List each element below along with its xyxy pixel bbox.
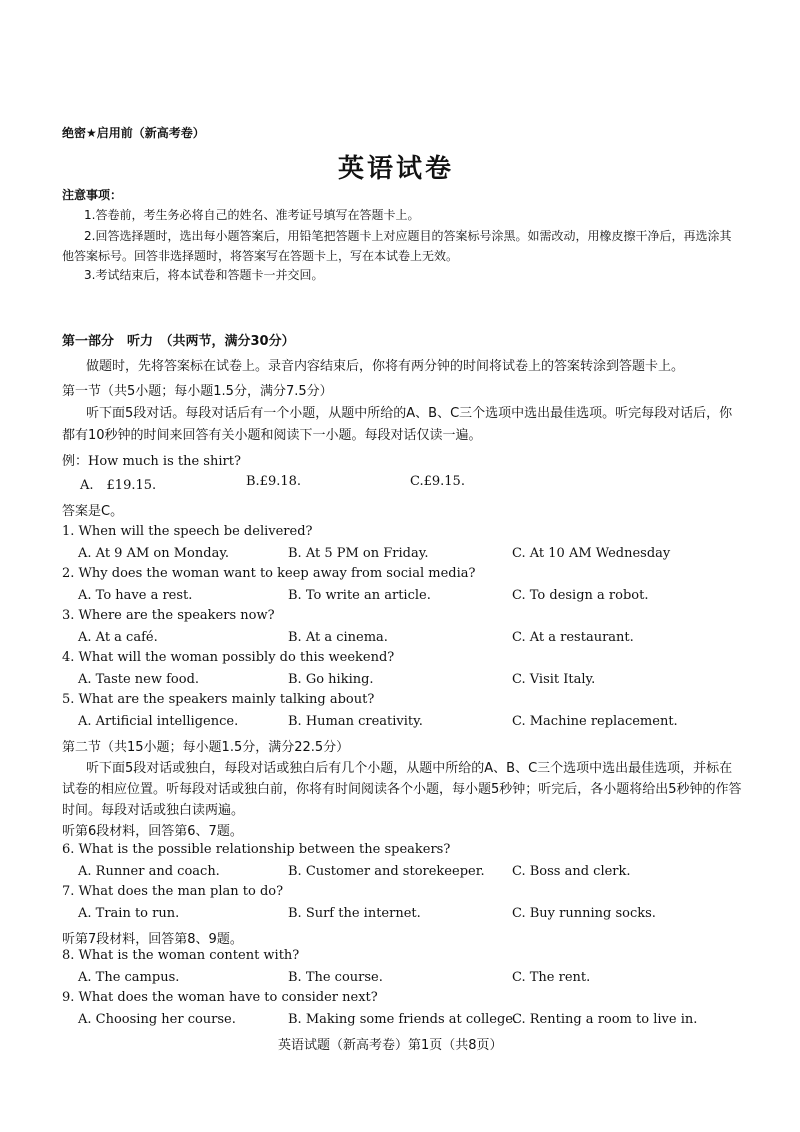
example-option-b: B.£9.18. — [246, 474, 302, 489]
section-two-instruction: 听下面5段对话或独白，每段对话或独白后有几个小题，从题中所给的A、B、C三个选项中选出最佳选项，并标在试卷的相应位置。听每段对话或独白前，你将有时间阅读各个小题，每小题5秒钟；听完后，各小题将给出5秒钟的作答时间。每段对话或独白读两遍。 — [62, 761, 742, 818]
notice-item: 3.考试结束后，将本试卷和答题卡一并交回。 — [84, 268, 324, 282]
option-c: C. Renting a room to live in. — [512, 1012, 698, 1027]
section-two-heading: 第二节（共15小题；每小题1.5分，满分22.5分） — [62, 740, 350, 755]
question-stem: 2. Why does the woman want to keep away from social media? — [62, 566, 476, 581]
option-a: A. Taste new food. — [78, 672, 200, 687]
passage-note: 听第7段材料，回答第8、9题。 — [62, 932, 243, 947]
option-b: B. At 5 PM on Friday. — [288, 546, 429, 561]
question-stem: 7. What does the man plan to do? — [62, 884, 284, 899]
option-c: C. Visit Italy. — [512, 672, 596, 687]
example-answer: 答案是C。 — [62, 504, 124, 519]
confidential-label: 绝密★启用前（新高考卷） — [62, 126, 205, 140]
option-b: B. The course. — [288, 970, 383, 985]
option-a: A. The campus. — [78, 970, 180, 985]
option-c: C. Boss and clerk. — [512, 864, 631, 879]
question-stem: 1. When will the speech be delivered? — [62, 524, 313, 539]
question-stem: 9. What does the woman have to consider next? — [62, 990, 378, 1005]
page-footer: 英语试题（新高考卷）第1页（共8页） — [278, 1038, 503, 1053]
option-c: C. To design a robot. — [512, 588, 649, 603]
question-stem: 6. What is the possible relationship between the speakers? — [62, 842, 451, 857]
option-a: A. Choosing her course. — [78, 1012, 236, 1027]
option-b: B. Surf the internet. — [288, 906, 421, 921]
option-b: B. Human creativity. — [288, 714, 423, 729]
part-one-instruction: 做题时，先将答案标在试卷上。录音内容结束后，你将有两分钟的时间将试卷上的答案转涂到答题卡上。 — [86, 359, 685, 374]
option-a: A. At 9 AM on Monday. — [78, 546, 230, 561]
example-question: 例：How much is the shirt? — [62, 454, 241, 469]
option-a: A. Runner and coach. — [78, 864, 220, 879]
option-c: C. At 10 AM Wednesday — [512, 546, 671, 561]
option-c: C. Buy running socks. — [512, 906, 656, 921]
option-b: B. To write an article. — [288, 588, 431, 603]
option-b: B. Making some friends at college. — [288, 1012, 518, 1027]
option-b: B. Go hiking. — [288, 672, 374, 687]
question-stem: 8. What is the woman content with? — [62, 948, 300, 963]
question-stem: 4. What will the woman possibly do this weekend? — [62, 650, 395, 665]
notice-item: 1.答卷前，考生务必将自己的姓名、准考证号填写在答题卡上。 — [84, 208, 420, 222]
question-stem: 5. What are the speakers mainly talking about? — [62, 692, 375, 707]
option-c: C. The rent. — [512, 970, 591, 985]
option-c: C. At a restaurant. — [512, 630, 634, 645]
section-one-instruction: 听下面5段对话。每段对话后有一个小题，从题中所给的A、B、C三个选项中选出最佳选项。听完每段对话后，你都有10秒钟的时间来回答有关小题和阅读下一小题。每段对话仅读一遍。 — [62, 406, 733, 443]
section-one-heading: 第一节（共5小题；每小题1.5分，满分7.5分） — [62, 384, 333, 399]
part-one-heading: 第一部分 听力 （共两节，满分30分） — [62, 334, 295, 349]
option-a: A. To have a rest. — [78, 588, 193, 603]
notice-heading: 注意事项： — [62, 188, 123, 202]
option-a: A. Train to run. — [78, 906, 180, 921]
page-title: 英语试卷 — [338, 154, 455, 184]
option-b: B. Customer and storekeeper. — [288, 864, 485, 879]
passage-note: 听第6段材料，回答第6、7题。 — [62, 824, 243, 839]
notice-item: 2.回答选择题时，选出每小题答案后，用铅笔把答题卡上对应题目的答案标号涂黑。如需改动，用橡皮擦干净后，再选涂其他答案标号。回答非选择题时，将答案写在答题卡上，写在本试卷上无效。 — [62, 229, 732, 263]
option-a: A. Artificial intelligence. — [78, 714, 239, 729]
option-b: B. At a cinema. — [288, 630, 388, 645]
question-stem: 3. Where are the speakers now? — [62, 608, 275, 623]
option-c: C. Machine replacement. — [512, 714, 678, 729]
example-option-a: A. £19.15. — [80, 478, 157, 493]
example-option-c: C.£9.15. — [410, 474, 465, 489]
option-a: A. At a café. — [78, 630, 158, 645]
